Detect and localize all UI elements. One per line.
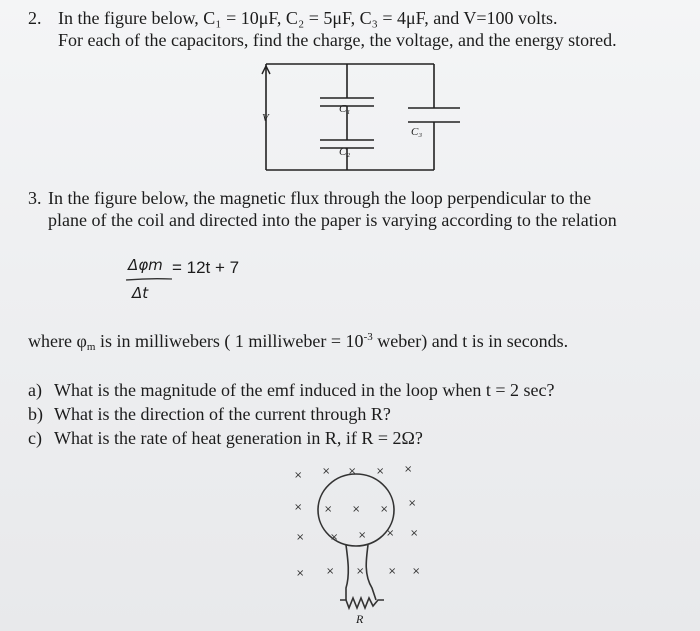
field-x-mark: × — [322, 466, 331, 477]
field-x-mark: × — [294, 470, 303, 481]
field-x-mark: × — [348, 466, 357, 477]
where-post: weber) and t is in seconds. — [372, 331, 569, 351]
problem-3-line-1: In the figure below, the magnetic flux through the loop perpendicular to the — [48, 188, 592, 208]
field-x-mark: × — [330, 532, 339, 543]
problem-2-line-2: For each of the capacitors, find the charge, the voltage, and the energy stored. — [58, 30, 617, 50]
field-x-mark: × — [412, 566, 421, 577]
phi-subscript: m — [86, 341, 96, 353]
phi-symbol: φ — [76, 331, 87, 351]
question-b-label: b) — [28, 404, 43, 424]
where-exponent: -3 — [363, 331, 373, 343]
field-x-mark: × — [296, 532, 305, 543]
field-x-mark: × — [386, 528, 395, 539]
field-x-mark: × — [324, 504, 333, 515]
c2-label: C₂ — [339, 146, 351, 158]
equation-denominator: Δt — [132, 284, 149, 302]
question-c-text: What is the rate of heat generation in R, if R = 2Ω? — [54, 428, 423, 448]
v-label: V — [262, 112, 269, 124]
question-a-text: What is the magnitude of the emf induced in the loop when t = 2 sec? — [54, 380, 555, 400]
equation-numerator: Δφm — [128, 256, 163, 274]
equation-rhs: = 12t + 7 — [172, 258, 240, 277]
field-x-mark: × — [380, 504, 389, 515]
field-x-mark: × — [404, 464, 413, 475]
field-x-mark: × — [408, 498, 417, 509]
c1-label: C₁ — [339, 103, 351, 115]
problem-2-number: 2. — [28, 8, 42, 28]
resistor-label: R — [356, 612, 364, 626]
problem-2-line-1: In the figure below, C₁ = 10μF, C₂ = 5μF, C₃ = 4μF, and V=100 volts. — [58, 8, 558, 28]
resistor-icon — [340, 598, 384, 608]
field-x-mark: × — [376, 466, 385, 477]
field-x-mark: × — [294, 502, 303, 513]
field-x-mark: × — [410, 528, 419, 539]
question-a-label: a) — [28, 380, 42, 400]
field-x-mark: × — [296, 568, 305, 579]
where-mid: is in milliwebers ( 1 milliweber = 10 — [95, 331, 364, 351]
problem-3-line-2: plane of the coil and directed into the paper is varying according to the relation — [48, 210, 617, 230]
loop-lead-left — [346, 545, 348, 600]
problem-3-number: 3. — [28, 188, 42, 208]
field-x-mark: × — [326, 566, 335, 577]
field-x-mark: × — [352, 504, 361, 515]
loop-lead-right — [366, 545, 376, 600]
field-x-mark: × — [358, 530, 367, 541]
question-b-text: What is the direction of the current through R? — [54, 404, 391, 424]
c3-label: C₃ — [411, 126, 423, 138]
field-x-mark: × — [356, 566, 365, 577]
field-x-mark: × — [388, 566, 397, 577]
where-pre: where — [28, 331, 77, 351]
question-c-label: c) — [28, 428, 42, 448]
